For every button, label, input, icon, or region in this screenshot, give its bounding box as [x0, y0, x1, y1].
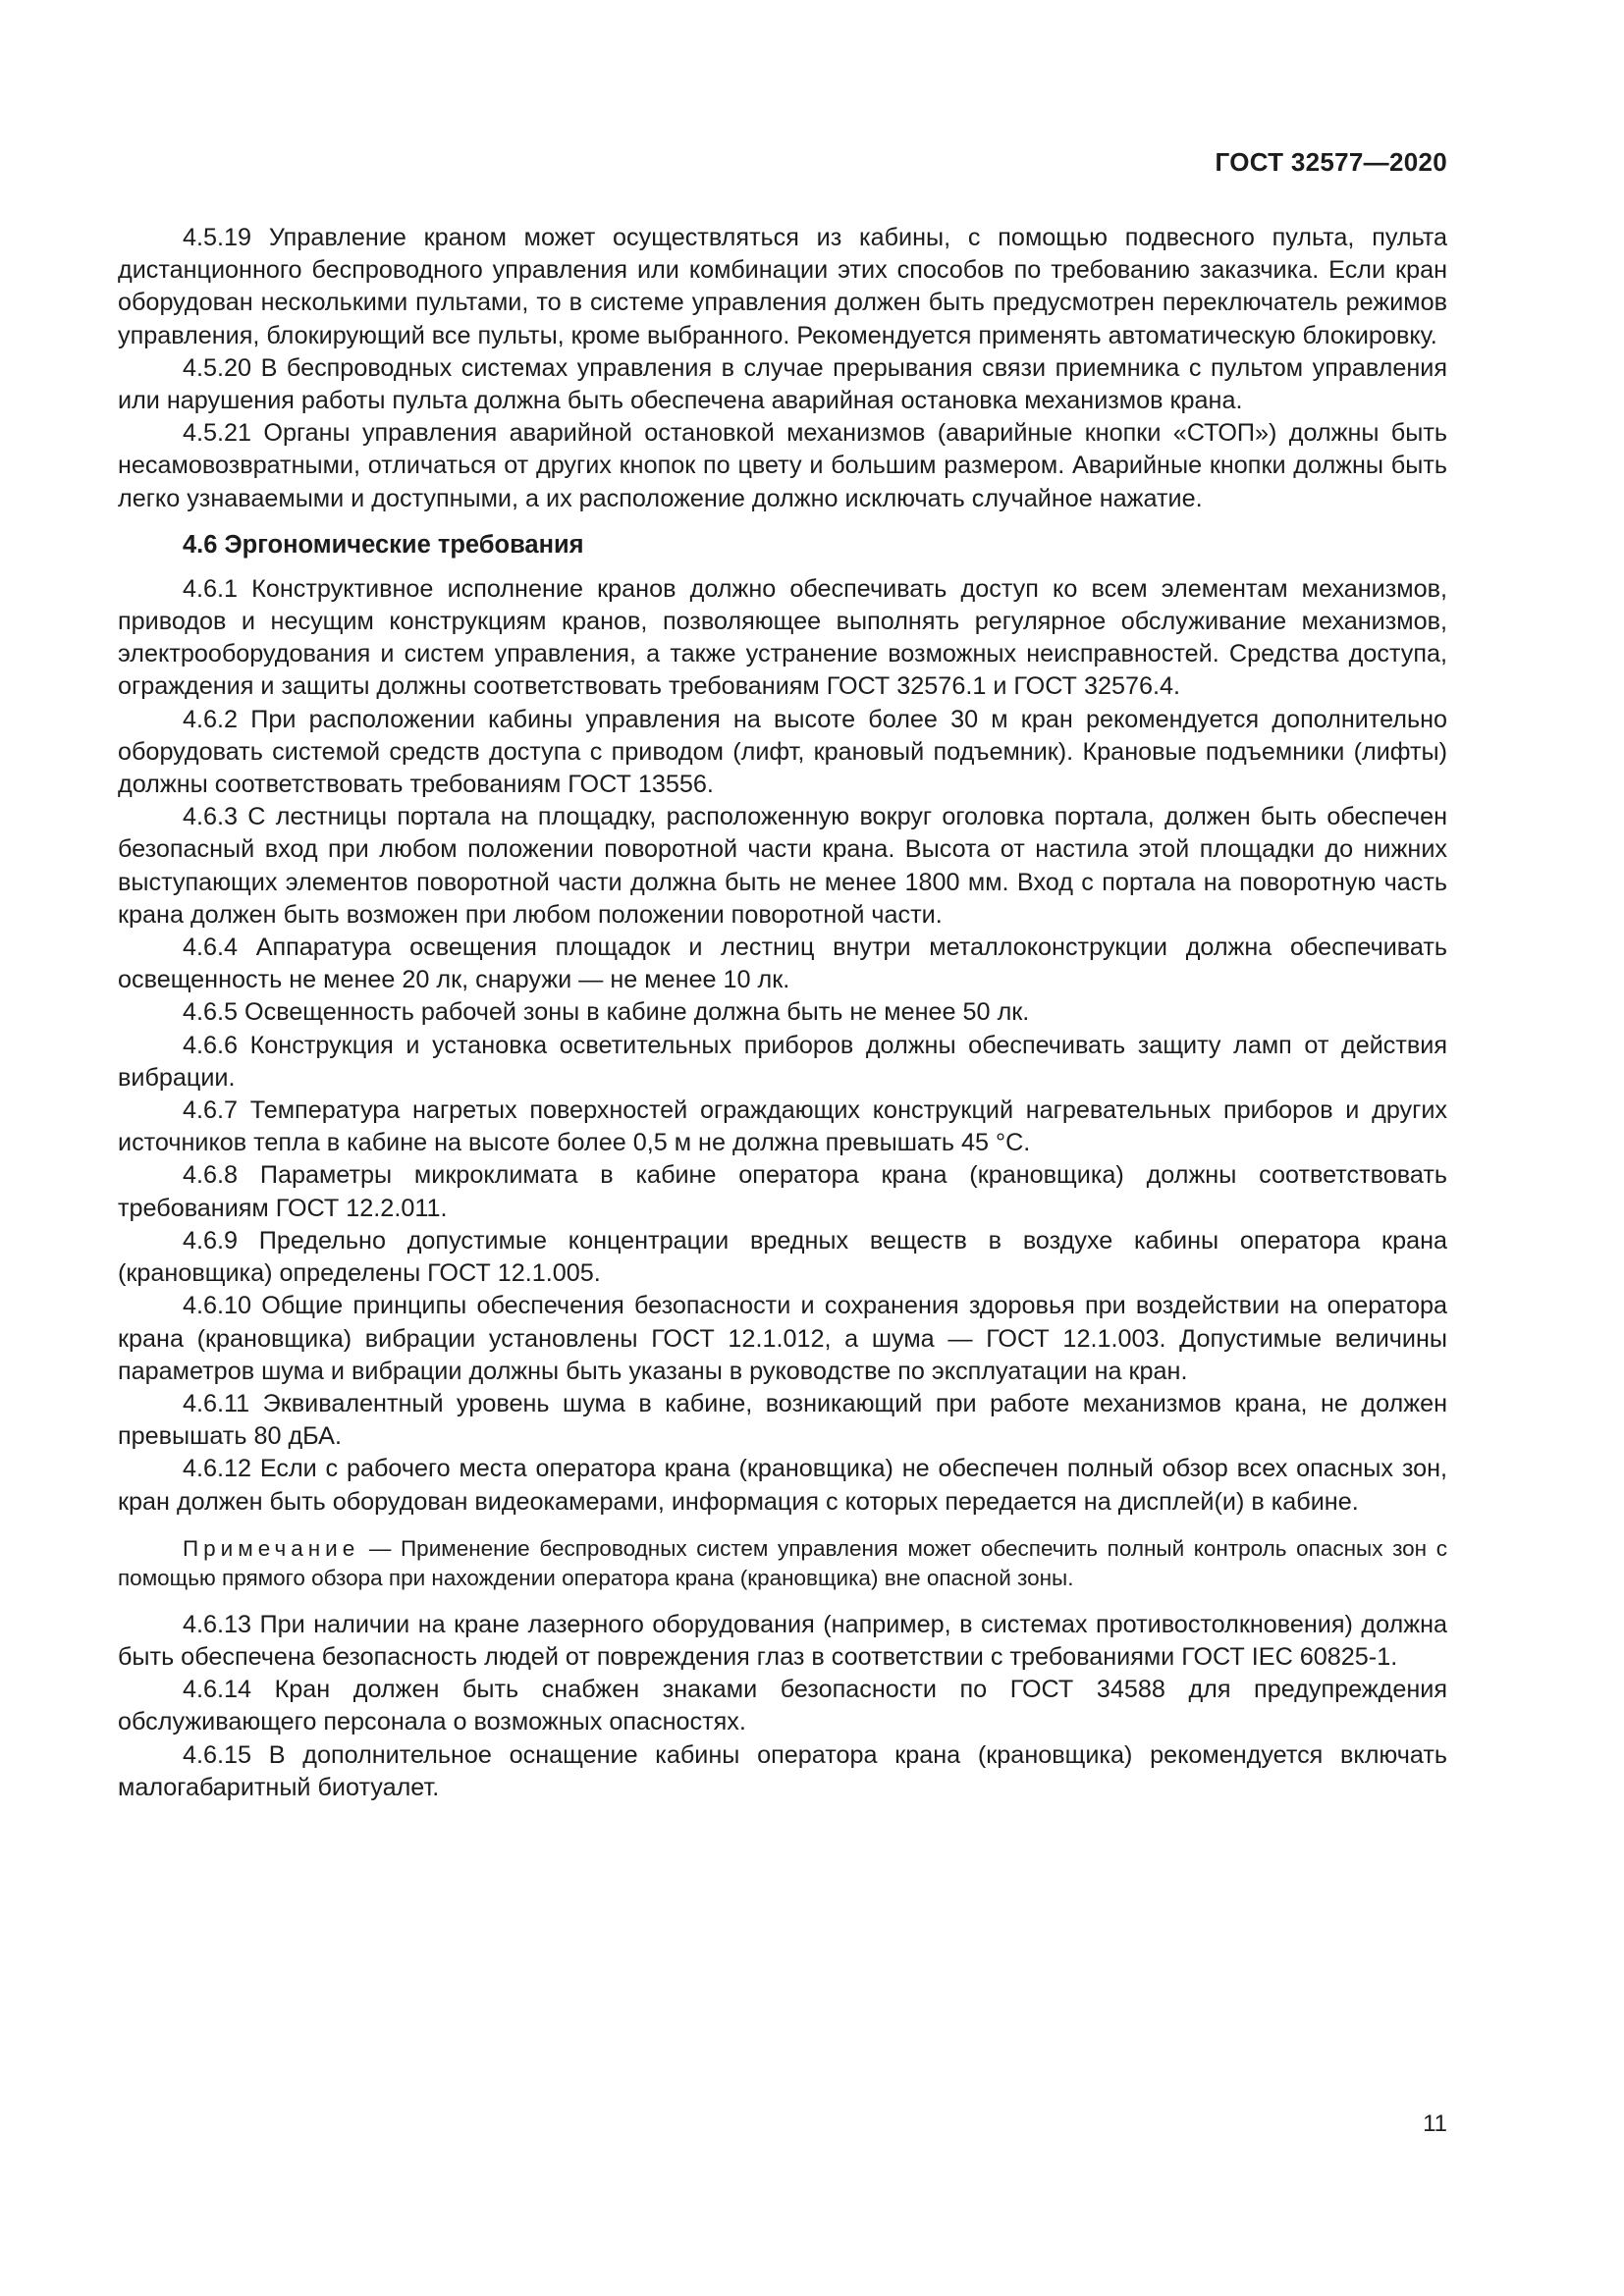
paragraph-4-6-4: 4.6.4 Аппаратура освещения площадок и лестниц внутри металлоконструкции должна обеспечивать освещенность не менее 20 лк, снаружи — не менее 10 лк.: [118, 934, 1447, 994]
paragraph-4-6-10: 4.6.10 Общие принципы обеспечения безопасности и сохранения здоровья при воздействии на оператора крана (крановщика) вибрации установлены ГОСТ 12.1.012, а шума — ГОСТ 12.1.003. Допустимые величины параметров шума и вибрации должны быть указаны в руководстве по эксплуатации на кран.: [118, 1292, 1447, 1385]
paragraph-4-6-15: 4.6.15 В дополнительное оснащение кабины оператора крана (крановщика) рекомендуется включать малогабаритный биотуалет.: [118, 1740, 1447, 1801]
note-label: Примечание: [183, 1535, 360, 1561]
note-block: [118, 1534, 1447, 1593]
paragraph-4-6-11: 4.6.11 Эквивалентный уровень шума в кабине, возникающий при работе механизмов крана, не должен превышать 80 дБА.: [118, 1389, 1447, 1451]
paragraph-4-6-13: 4.6.13 При наличии на кране лазерного оборудования (например, в системах противостолкновения) должна быть обеспечена безопасность людей от повреждения глаз в соответствии с требованиями ГОСТ IEC 60825-1.: [118, 1610, 1447, 1671]
paragraph-4-6-12: 4.6.12 Если с рабочего места оператора крана (крановщика) не обеспечен полный обзор всех опасных зон, кран должен быть оборудован видеокамерами, информация с которых передается на дисплей(и) в кабине.: [118, 1455, 1447, 1516]
paragraph-4-6-1: 4.6.1 Конструктивное исполнение кранов должно обеспечивать доступ ко всем элементам механизмов, приводов и несущим конструкциям кранов, позволяющее выполнять регулярное обслуживание механизмов, электрооборудования и систем управления, а также устранение возможных неисправностей. Средства доступа, ограждения и защиты должны соответствовать требованиям ГОСТ 32576.1 и ГОСТ 32576.4.: [118, 574, 1447, 701]
paragraph-4-6-14: 4.6.14 Кран должен быть снабжен знаками безопасности по ГОСТ 34588 для предупреждения обслуживающего персонала о возможных опасностях.: [118, 1676, 1447, 1736]
paragraph-4-6-8: 4.6.8 Параметры микроклимата в кабине оператора крана (крановщика) должны соответствовать требованиям ГОСТ 12.2.011.: [118, 1161, 1447, 1222]
paragraph-4-6-2: 4.6.2 При расположении кабины управления на высоте более 30 м кран рекомендуется дополнительно оборудовать системой средств доступа с приводом (лифт, крановый подъемник). Крановые подъемники (лифты) должны соответствовать требованиям ГОСТ 13556.: [118, 705, 1447, 799]
paragraph-4-6-6: 4.6.6 Конструкция и установка осветительных приборов должны обеспечивать защиту ламп от действия вибрации.: [118, 1031, 1447, 1092]
paragraph-4-5-20: 4.5.20 В беспроводных системах управления в случае прерывания связи приемника с пультом управления или нарушения работы пульта должна быть обеспечена аварийная остановка механизмов крана.: [118, 353, 1447, 415]
page-number: 11: [1423, 2110, 1447, 2137]
paragraph-4-5-19: 4.5.19 Управление краном может осуществляться из кабины, с помощью подвесного пульта, пульта дистанционного беспроводного управления или комбинации этих способов по требованию заказчика. Если кран оборудован несколькими пультами, то в системе управления должен быть предусмотрен переключатель режимов управления, блокирующий все пульты, кроме выбранного. Рекомендуется применять автоматическую блокировку.: [118, 224, 1447, 349]
paragraph-4-6-5: 4.6.5 Освещенность рабочей зоны в кабине должна быть не менее 50 лк.: [183, 998, 1030, 1027]
section-heading-4-6: 4.6 Эргономические требования: [183, 530, 584, 559]
paragraph-4-5-21: 4.5.21 Органы управления аварийной остановкой механизмов (аварийные кнопки «СТОП») должны быть несамовозвратными, отличаться от других кнопок по цвету и большим размером. Аварийные кнопки должны быть легко узнаваемыми и доступными, а их расположение должно исключать случайное нажатие.: [118, 419, 1447, 512]
paragraph-4-6-7: 4.6.7 Температура нагретых поверхностей ограждающих конструкций нагревательных приборов и других источников тепла в кабине на высоте более 0,5 м не должна превышать 45 °С.: [118, 1096, 1447, 1157]
document-code-header: ГОСТ 32577—2020: [1215, 147, 1447, 177]
note-text: — Применение беспроводных систем управления может обеспечить полный контроль опасных зон с помощью прямого обзора при нахождении оператора крана (крановщика) вне опасной зоны.: [118, 1535, 1447, 1590]
paragraph-4-6-3: 4.6.3 С лестницы портала на площадку, расположенную вокруг оголовка портала, должен быть обеспечен безопасный вход при любом положении поворотной части крана. Высота от настила этой площадки до нижних выступающих элементов поворотной части должна быть не менее 1800 мм. Вход с портала на поворотную часть крана должен быть возможен при любом положении поворотной части.: [118, 803, 1447, 929]
document-body: [118, 222, 1447, 1804]
paragraph-4-6-9: 4.6.9 Предельно допустимые концентрации вредных веществ в воздухе кабины оператора крана (крановщика) определены ГОСТ 12.1.005.: [118, 1226, 1447, 1288]
